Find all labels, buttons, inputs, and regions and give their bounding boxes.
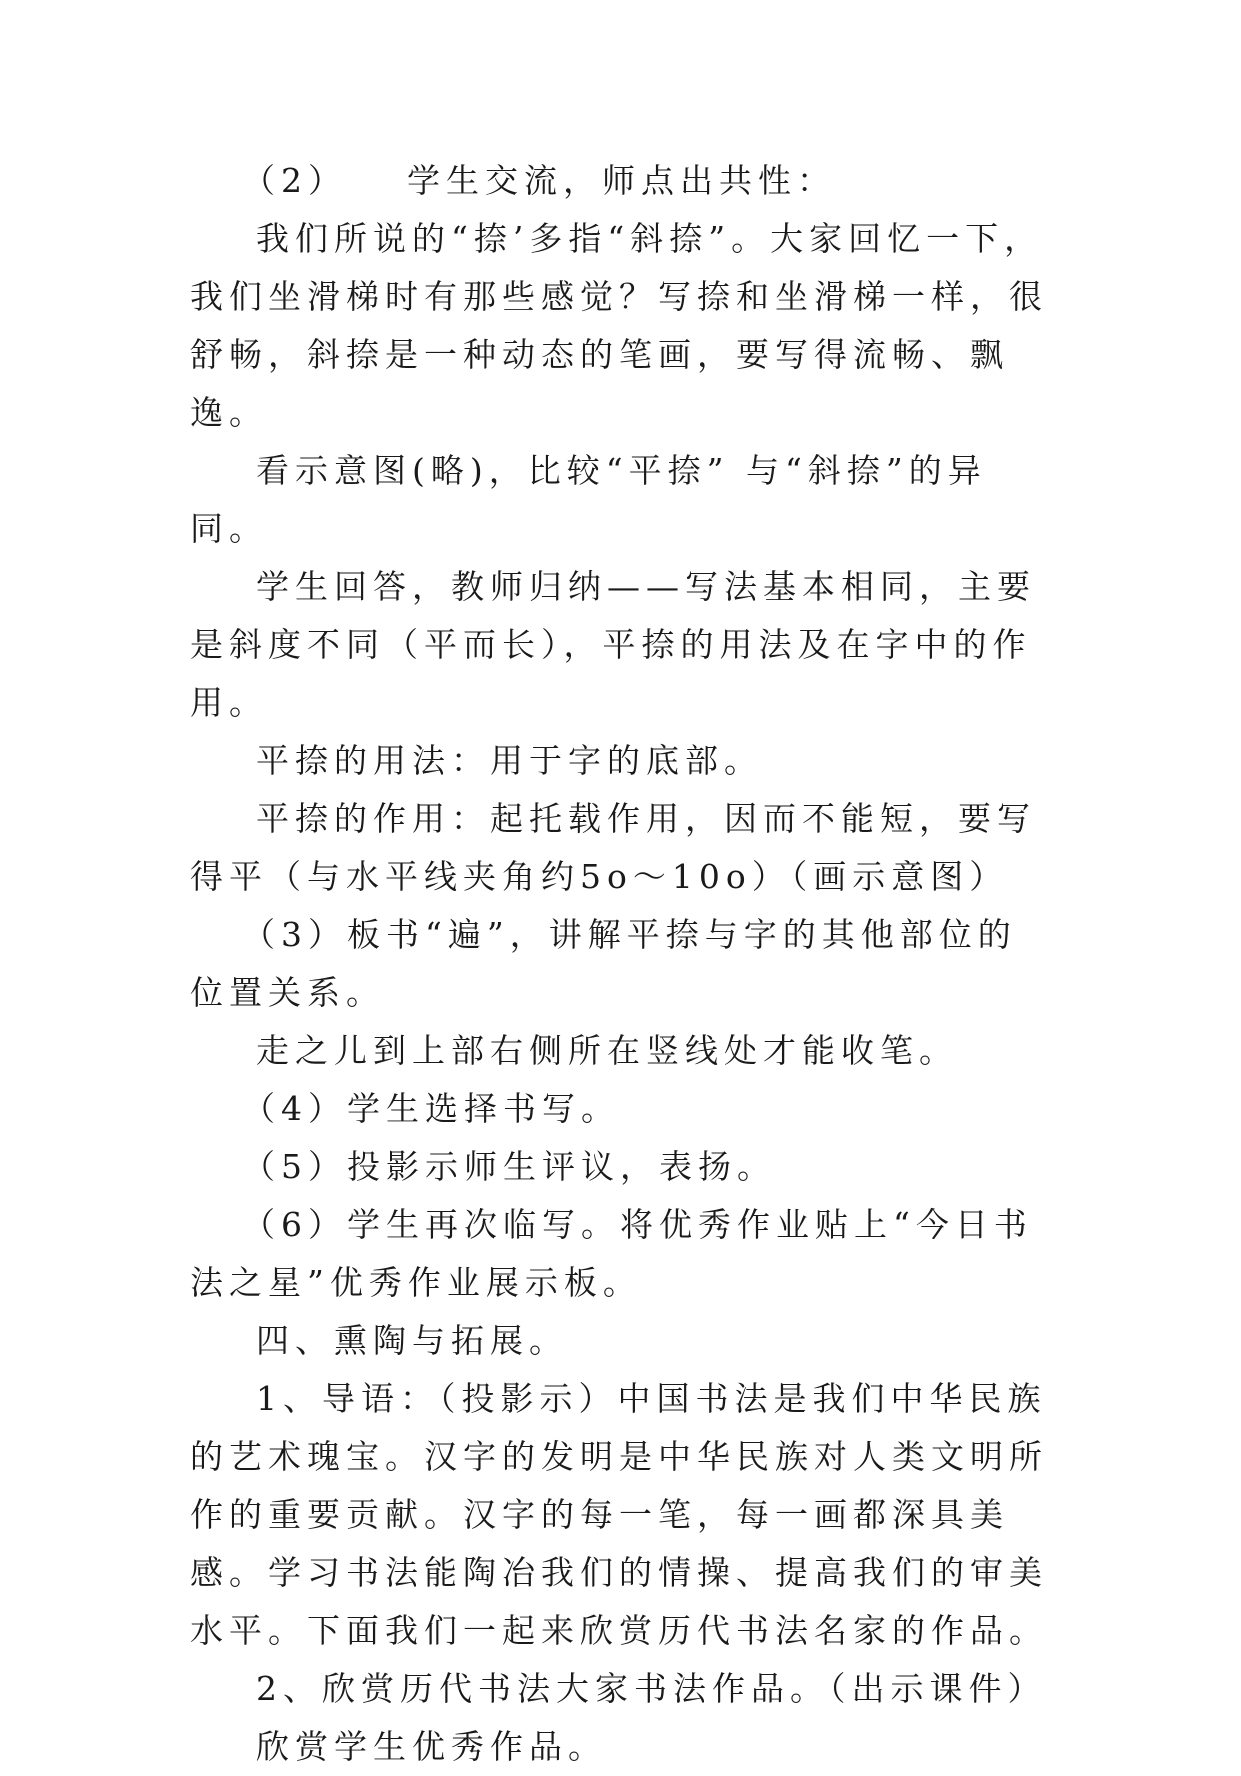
paragraph-1 <box>190 152 1050 210</box>
paragraph-2: 我们所说的“捺’多指“斜捺”。大家回忆一下，我们坐滑梯时有那些感觉？写捺和坐滑梯一样，很舒畅，斜捺是一种动态的笔画，要写得流畅、飘逸。 <box>190 219 1048 432</box>
paragraph-4: 学生回答，教师归纳——写法基本相同，主要是斜度不同（平而长），平捺的用法及在字中的作用。 <box>190 567 1036 722</box>
paragraph-12: 四、熏陶与拓展。 <box>256 1321 568 1360</box>
paragraph-9: （4）学生选择书写。 <box>242 1089 620 1128</box>
paragraph-7: （3）板书“遍”，讲解平捺与字的其他部位的位置关系。 <box>190 915 1017 1012</box>
paragraph-10: （5）投影示师生评议，表扬。 <box>242 1147 776 1186</box>
paragraph-5: 平捺的用法：用于字的底部。 <box>256 741 763 780</box>
item-text: 学生交流，师点出共性： <box>407 161 836 200</box>
paragraph-15: 欣赏学生优秀作品。 <box>256 1727 607 1766</box>
item-number: （2） <box>242 161 347 200</box>
paragraph-14: 2、欣赏历代书法大家书法作品。（出示课件） <box>256 1669 1047 1708</box>
paragraph-13: 1、导语：（投影示）中国书法是我们中华民族的艺术瑰宝。汉字的发明是中华民族对人类文明所作的重要贡献。汉字的每一笔，每一画都深具美感。学习书法能陶冶我们的情操、提高我们的审美水平。下面我们一起来欣赏历代书法名家的作品。 <box>190 1379 1048 1650</box>
paragraph-3: 看示意图(略)，比较“平捺” 与“斜捺”的异同。 <box>190 451 987 548</box>
paragraph-11: （6）学生再次临写。将优秀作业贴上“今日书法之星”优秀作业展示板。 <box>190 1205 1033 1302</box>
paragraph-6: 平捺的作用：起托载作用，因而不能短，要写得平（与水平线夹角约5o～10o）（画示意图） <box>190 799 1036 896</box>
paragraph-8: 走之儿到上部右侧所在竖线处才能收笔。 <box>256 1031 958 1070</box>
document-body <box>190 152 1050 1776</box>
